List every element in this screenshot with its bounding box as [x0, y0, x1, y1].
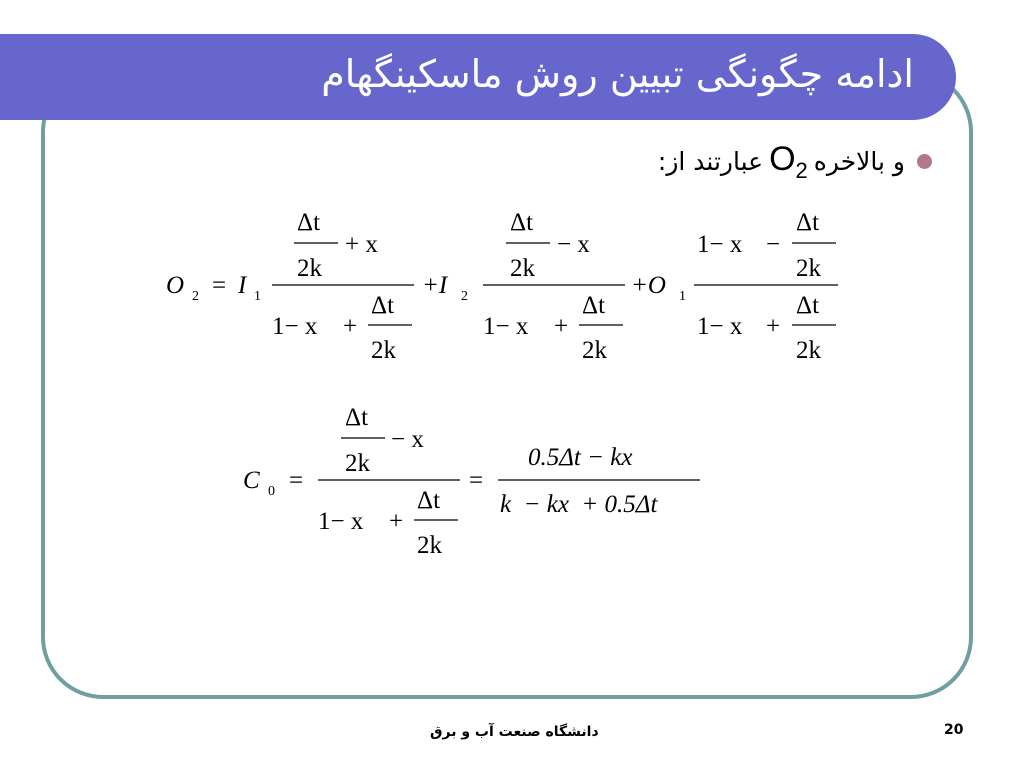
equation-c0: [243, 404, 700, 559]
eq1-f3-den-dt: Δt: [796, 292, 820, 319]
bullet-symbol: $O_2$: [769, 140, 808, 183]
eq1-f2-num-dt: Δt: [510, 209, 534, 236]
eq2-equals-1: =: [289, 467, 304, 494]
eq1-f3-den-2k: 2k: [796, 337, 821, 364]
eq1-f1-num-2k: 2k: [297, 255, 322, 282]
bullet-prefix: و بالاخره: [813, 147, 905, 177]
eq1-coef3: +O: [631, 272, 666, 299]
slide-title: ادامه چگونگی تبیین روش ماسکینگهام: [321, 52, 914, 96]
footer-university: دانشگاه صنعت آب و برق: [430, 724, 599, 740]
eq1-f3-num-1mx: 1− x: [697, 231, 743, 258]
eq1-coef1: I: [238, 272, 247, 299]
eq2-num-2k: 2k: [345, 450, 370, 477]
eq1-f2-minus-x: − x: [557, 231, 590, 258]
eq2-lhs: C: [243, 467, 260, 494]
eq1-f3-num-minus: −: [766, 231, 781, 258]
eq1-f3-num-dt: Δt: [796, 209, 820, 236]
eq1-f2-den-2k: 2k: [582, 337, 607, 364]
eq1-f3-den-plus: +: [766, 313, 781, 340]
eq1-f2-num-2k: 2k: [510, 255, 535, 282]
eq1-coef1-sub: 1: [254, 289, 261, 304]
eq1-f2-den-1mx: 1− x: [483, 313, 529, 340]
eq2-equals-2: =: [469, 467, 484, 494]
page-number: 20: [944, 722, 964, 738]
eq1-f1-num-dt: Δt: [297, 209, 321, 236]
eq1-f1-den-plus: +: [343, 313, 358, 340]
eq1-f1-plus-x: + x: [345, 231, 378, 258]
eq1-f1-den-2k: 2k: [371, 337, 396, 364]
eq2-den-dt: Δt: [417, 487, 441, 514]
eq2-rhs-den: k − kx + 0.5Δt: [500, 491, 658, 518]
eq1-lhs: O: [166, 272, 185, 299]
eq2-den-1mx: 1− x: [318, 508, 364, 535]
eq1-lhs-sub: 2: [192, 289, 199, 304]
bullet-suffix: عبارتند از:: [657, 147, 764, 177]
eq1-f3-num-2k: 2k: [796, 255, 821, 282]
equation-o2: [166, 209, 838, 364]
eq1-f2-den-plus: +: [554, 313, 569, 340]
eq1-coef2: +I: [422, 272, 448, 299]
eq1-f2-den-dt: Δt: [582, 292, 606, 319]
eq1-equals: =: [212, 272, 227, 299]
eq2-lhs-sub: 0: [268, 484, 275, 499]
eq1-f1-den-1mx: 1− x: [272, 313, 318, 340]
eq2-num-minus-x: − x: [391, 426, 424, 453]
eq1-f3-den-1mx: 1− x: [697, 313, 743, 340]
eq2-den-2k: 2k: [417, 532, 442, 559]
eq1-coef2-sub: 2: [461, 289, 468, 304]
eq1-f1-den-dt: Δt: [371, 292, 395, 319]
eq2-num-dt: Δt: [345, 404, 369, 431]
eq1-coef3-sub: 1: [679, 289, 686, 304]
eq2-den-plus: +: [389, 508, 404, 535]
eq2-rhs-num: 0.5Δt − kx: [528, 444, 633, 471]
